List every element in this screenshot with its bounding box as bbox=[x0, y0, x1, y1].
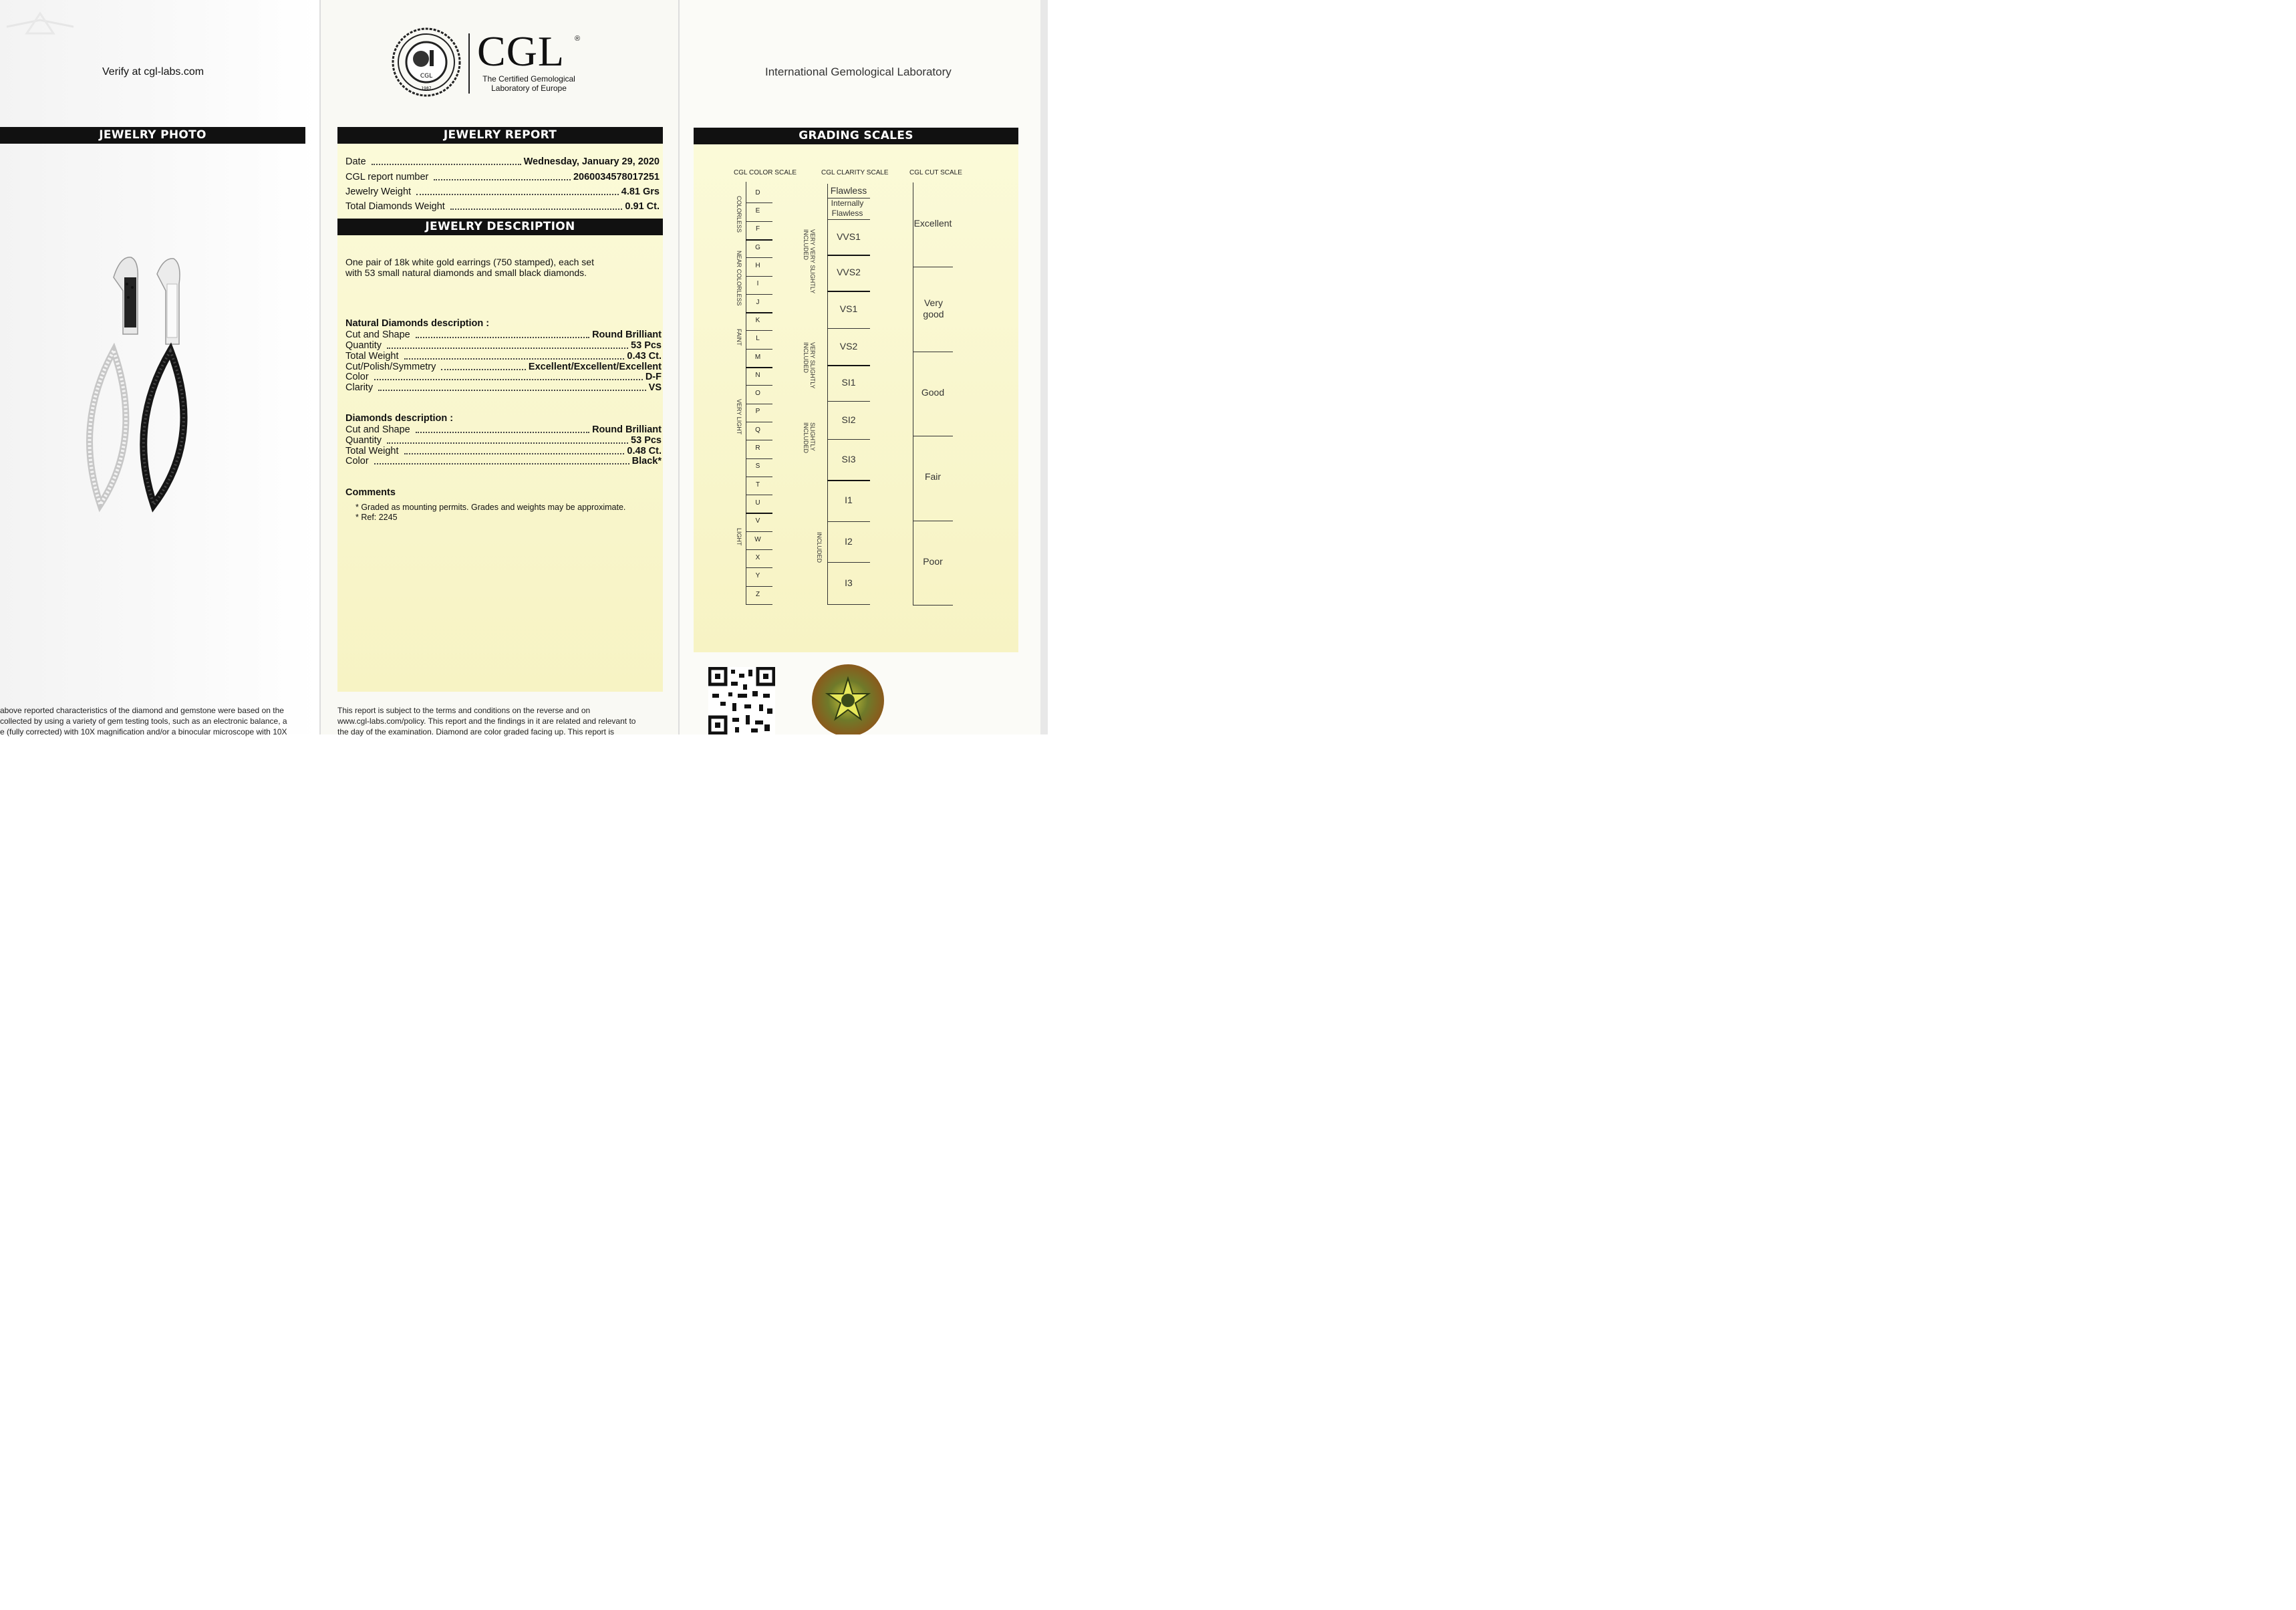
clarity-grade: I2 bbox=[845, 535, 853, 547]
comment-line: * Ref: 2245 bbox=[355, 513, 398, 522]
color-grade-divider bbox=[746, 367, 772, 368]
left-footer-line: above reported characteristics of the diamond and gemstone were based on the bbox=[0, 706, 284, 715]
clarity-grade: Internally Flawless bbox=[831, 198, 864, 218]
report-label: Jewelry Weight bbox=[345, 186, 412, 197]
left-footer-line: e (fully corrected) with 10X magnification and/or a binocular microscope with 10X bbox=[0, 727, 287, 736]
color-group-colorless: COLORLESS bbox=[736, 196, 742, 233]
natural-value: VS bbox=[648, 382, 662, 393]
diamonds-row bbox=[345, 456, 662, 466]
cut-scale-heading: CGL CUT SCALE bbox=[909, 169, 962, 176]
earrings-photo bbox=[67, 251, 214, 518]
color-group-faint: FAINT bbox=[736, 329, 742, 346]
left-footer-line: collected by using a variety of gem testing tools, such as an electronic balance, a bbox=[0, 716, 287, 726]
color-grade: P bbox=[755, 408, 760, 416]
color-grade-divider bbox=[746, 312, 772, 313]
color-grade: D bbox=[755, 188, 760, 196]
diamonds-value: 53 Pcs bbox=[631, 435, 662, 446]
lab-title: International Gemological Laboratory bbox=[765, 65, 952, 78]
color-grade-divider bbox=[746, 458, 772, 459]
color-grade: Y bbox=[755, 572, 760, 580]
color-grade: I bbox=[756, 280, 759, 288]
natural-value: Excellent/Excellent/Excellent bbox=[528, 362, 662, 372]
report-label: Total Diamonds Weight bbox=[345, 201, 445, 212]
color-grade-divider bbox=[746, 513, 772, 514]
report-row-number bbox=[345, 172, 660, 182]
natural-label: Total Weight bbox=[345, 351, 399, 362]
color-grade-divider bbox=[746, 549, 772, 550]
cut-grade: Very good bbox=[923, 297, 944, 319]
color-grade: L bbox=[756, 335, 760, 343]
color-grade-divider bbox=[746, 586, 772, 587]
diamonds-value: 0.48 Ct. bbox=[627, 446, 662, 456]
clarity-grade-divider bbox=[827, 219, 870, 220]
diamonds-label: Color bbox=[345, 456, 369, 466]
natural-row bbox=[345, 362, 662, 372]
natural-label: Quantity bbox=[345, 340, 382, 351]
natural-label: Cut/Polish/Symmetry bbox=[345, 362, 436, 372]
color-grade-divider bbox=[746, 239, 772, 241]
natural-heading: Natural Diamonds description : bbox=[345, 318, 490, 329]
diamonds-label: Quantity bbox=[345, 435, 382, 446]
grading-scales-band: GRADING SCALES bbox=[694, 128, 1018, 144]
clarity-group-vvs: VERY VERY SLIGHTLY INCLUDED bbox=[803, 229, 816, 294]
natural-row bbox=[345, 372, 662, 382]
diamonds-label: Cut and Shape bbox=[345, 424, 410, 435]
natural-row bbox=[345, 351, 662, 362]
center-footer-line: This report is subject to the terms and conditions on the reverse and on bbox=[337, 706, 591, 715]
color-grade: G bbox=[755, 243, 760, 251]
natural-value: D-F bbox=[645, 372, 662, 382]
clarity-grade-divider bbox=[827, 401, 870, 402]
natural-value: Round Brilliant bbox=[592, 329, 662, 340]
diamonds-row bbox=[345, 424, 662, 435]
hologram-seal bbox=[811, 662, 885, 734]
color-scale-heading: CGL COLOR SCALE bbox=[734, 169, 797, 176]
clarity-grade: SI3 bbox=[841, 453, 856, 464]
color-grade: M bbox=[754, 353, 761, 361]
seal-text: CGL bbox=[420, 73, 433, 80]
clarity-grade: SI1 bbox=[841, 377, 856, 388]
color-grade: R bbox=[755, 444, 760, 452]
natural-row bbox=[345, 329, 662, 340]
jewelry-description-band: JEWELRY DESCRIPTION bbox=[337, 219, 663, 235]
color-grade: Z bbox=[755, 590, 760, 598]
cut-grade: Fair bbox=[924, 471, 942, 483]
qr-code bbox=[708, 667, 775, 734]
color-grade: H bbox=[755, 262, 760, 270]
natural-row bbox=[345, 382, 662, 393]
description-line: One pair of 18k white gold earrings (750 stamped), each set bbox=[345, 257, 594, 267]
center-footer-line: the day of the examination. Diamond are color graded facing up. This report is bbox=[337, 727, 615, 736]
color-grade: N bbox=[755, 371, 760, 379]
clarity-grade-divider bbox=[827, 255, 870, 256]
logo-divider bbox=[468, 33, 470, 94]
description-line: with 53 small natural diamonds and small black diamonds. bbox=[345, 267, 587, 278]
report-label: CGL report number bbox=[345, 172, 429, 182]
cgl-logo-text: CGL bbox=[477, 27, 565, 75]
center-footer-line: www.cgl-labs.com/policy. This report and the findings in it are related and relevant to bbox=[337, 716, 636, 726]
clarity-grade: I3 bbox=[845, 577, 853, 588]
clarity-grade: SI2 bbox=[841, 414, 856, 425]
natural-value: 53 Pcs bbox=[631, 340, 662, 351]
color-grade: E bbox=[755, 207, 760, 215]
clarity-grade: I1 bbox=[845, 495, 853, 505]
diamonds-value: Black* bbox=[631, 456, 662, 466]
color-grade: Q bbox=[755, 426, 760, 434]
comment-line: * Graded as mounting permits. Grades and weights may be approximate. bbox=[355, 503, 626, 512]
report-value: 4.81 Grs bbox=[621, 186, 660, 197]
verify-text: Verify at cgl-labs.com bbox=[102, 66, 204, 78]
color-group-near-colorless: NEAR COLORLESS bbox=[736, 251, 742, 306]
photo-panel bbox=[0, 0, 319, 734]
comments-heading: Comments bbox=[345, 487, 396, 498]
clarity-grade: VVS2 bbox=[837, 267, 861, 277]
clarity-grade: Flawless bbox=[830, 185, 867, 196]
color-group-very-light: VERY LIGHT bbox=[736, 399, 742, 435]
page-edge bbox=[1040, 0, 1048, 734]
cgl-seal-logo bbox=[391, 27, 462, 98]
color-grade: U bbox=[755, 499, 760, 507]
natural-value: 0.43 Ct. bbox=[627, 351, 662, 362]
logo-subtitle-2: Laboratory of Europe bbox=[491, 84, 567, 93]
color-grade: F bbox=[755, 225, 760, 233]
report-label: Date bbox=[345, 156, 366, 167]
report-value: 0.91 Ct. bbox=[625, 201, 660, 212]
cut-grade: Good bbox=[921, 387, 945, 398]
clarity-grade-divider bbox=[827, 562, 870, 563]
clarity-grade: VS2 bbox=[839, 340, 858, 352]
color-grade: S bbox=[755, 462, 760, 471]
clarity-grade: VVS1 bbox=[837, 231, 861, 242]
report-value: 2060034578017251 bbox=[573, 172, 660, 182]
center-footer-text bbox=[337, 705, 663, 737]
diamonds-heading: Diamonds description : bbox=[345, 413, 454, 424]
natural-label: Color bbox=[345, 372, 369, 382]
color-grade-divider bbox=[746, 349, 772, 350]
color-grade: T bbox=[755, 481, 760, 489]
jewelry-report-band: JEWELRY REPORT bbox=[337, 127, 663, 144]
natural-label: Cut and Shape bbox=[345, 329, 410, 340]
natural-row bbox=[345, 340, 662, 351]
color-grade-divider bbox=[746, 604, 772, 605]
clarity-grade-divider bbox=[827, 480, 870, 481]
color-grade: X bbox=[755, 553, 760, 561]
clarity-group-included: INCLUDED bbox=[816, 532, 823, 563]
registered-mark: ® bbox=[575, 35, 581, 43]
color-grade-divider bbox=[746, 385, 772, 386]
diamonds-label: Total Weight bbox=[345, 446, 399, 456]
diamonds-row bbox=[345, 435, 662, 446]
clarity-grade: VS1 bbox=[839, 303, 858, 314]
report-value: Wednesday, January 29, 2020 bbox=[523, 156, 660, 167]
color-grade-divider bbox=[746, 276, 772, 277]
diamonds-value: Round Brilliant bbox=[592, 424, 662, 435]
color-grade-divider bbox=[746, 257, 772, 258]
clarity-grade-divider bbox=[827, 328, 870, 329]
diamonds-row bbox=[345, 446, 662, 456]
jewelry-photo-band: JEWELRY PHOTO bbox=[0, 127, 305, 144]
color-grade-divider bbox=[746, 330, 772, 331]
clarity-grade-divider bbox=[827, 521, 870, 522]
report-row-weight bbox=[345, 186, 660, 197]
clarity-grade-divider bbox=[827, 439, 870, 440]
natural-label: Clarity bbox=[345, 382, 374, 393]
left-footer-text bbox=[0, 705, 319, 737]
report-row-diamond-weight bbox=[345, 201, 660, 212]
color-grade-divider bbox=[746, 221, 772, 222]
clarity-group-vs: VERY SLIGHTLY INCLUDED bbox=[803, 342, 816, 389]
color-grade: J bbox=[756, 298, 760, 306]
color-grade-divider bbox=[746, 567, 772, 568]
color-grade-divider bbox=[746, 531, 772, 532]
color-grade: K bbox=[755, 316, 760, 324]
color-grade: O bbox=[755, 390, 760, 398]
seal-year: 1987 bbox=[421, 86, 432, 91]
color-grade: W bbox=[754, 535, 761, 543]
clarity-grade-divider bbox=[827, 604, 870, 605]
cut-grade: Excellent bbox=[913, 218, 952, 229]
clarity-grade-divider bbox=[827, 365, 870, 366]
logo-subtitle-1: The Certified Gemological bbox=[482, 74, 575, 84]
cut-grade: Poor bbox=[923, 555, 943, 567]
report-row-date bbox=[345, 156, 660, 167]
clarity-grade-divider bbox=[827, 291, 870, 292]
clarity-scale-heading: CGL CLARITY SCALE bbox=[821, 169, 889, 176]
color-group-light: LIGHT bbox=[736, 528, 742, 546]
clarity-group-si: SLIGHTLY INCLUDED bbox=[803, 422, 816, 454]
cut-grade-divider bbox=[913, 605, 953, 606]
color-grade-divider bbox=[746, 294, 772, 295]
color-grade: V bbox=[755, 517, 760, 525]
